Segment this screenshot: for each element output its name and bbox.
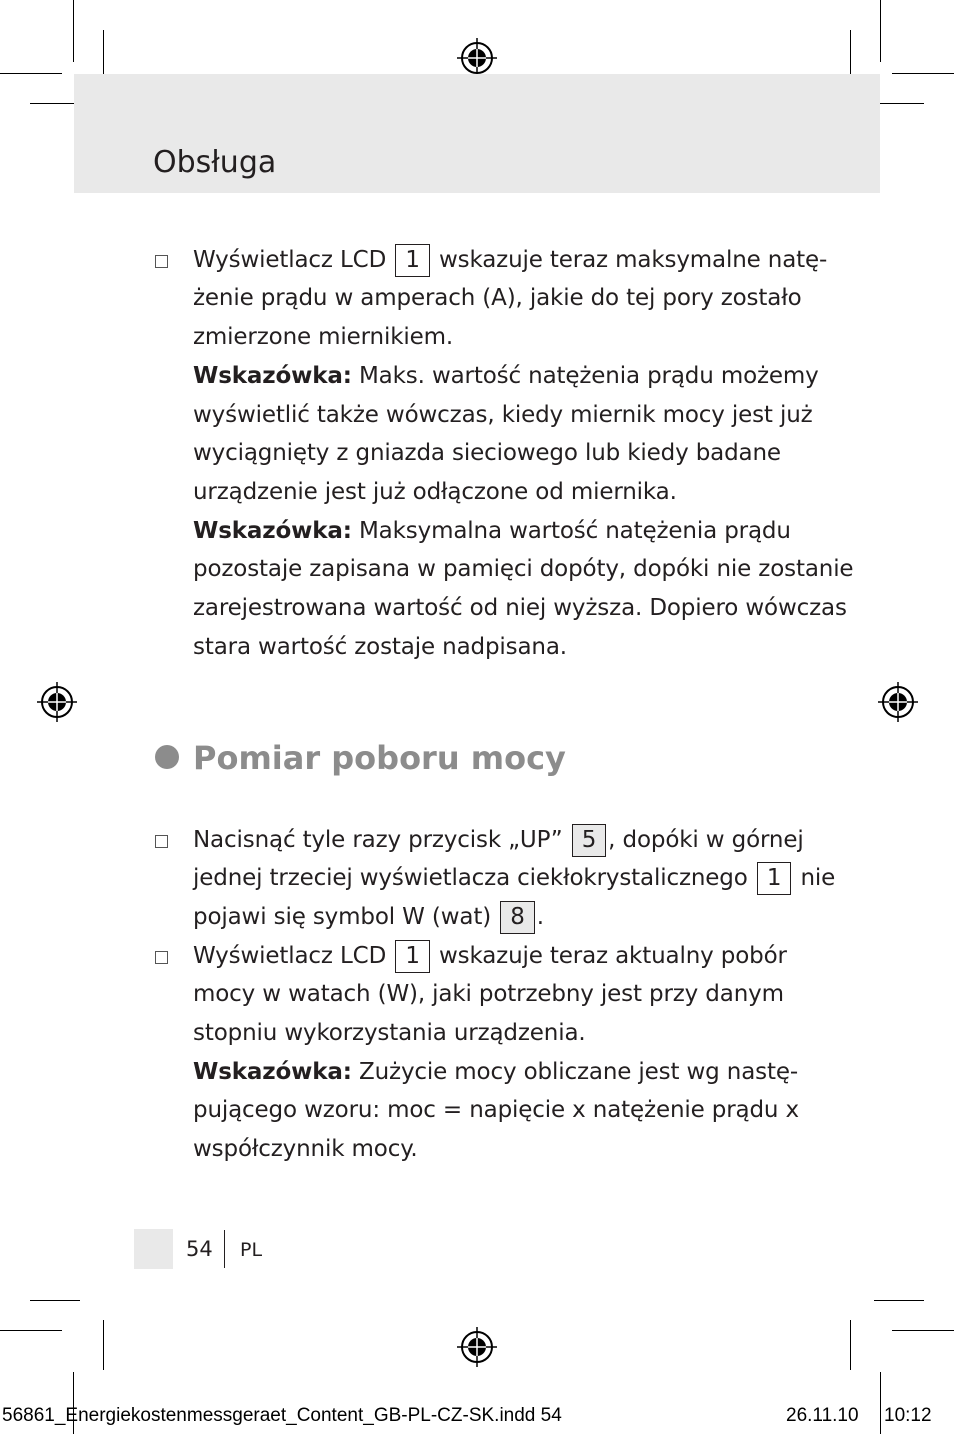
- registration-mark-icon: [457, 38, 497, 78]
- note-label: Wskazówka:: [193, 1059, 352, 1085]
- text-line: Nacisnąć tyle razy przycisk „UP” 5 , dopóki w górnej: [193, 821, 804, 860]
- text-line: jednej trzeciej wyświetlacza ciekłokrystalicznego 1 nie: [193, 859, 835, 898]
- ref-number: 8: [500, 901, 534, 934]
- note-line: Wskazówka: Maksymalna wartość natężenia prądu: [193, 518, 791, 544]
- crop-mark: [880, 0, 881, 62]
- page-title: Obsługa: [153, 145, 277, 180]
- text-line: Wyświetlacz LCD 1 wskazuje teraz maksymalne natę-: [193, 241, 827, 280]
- registration-mark-icon: [878, 682, 918, 722]
- text-line: pozostaje zapisana w pamięci dopóty, dopóki nie zostanie: [193, 556, 854, 582]
- text-line: pojawi się symbol W (wat) 8 .: [193, 898, 544, 937]
- crop-mark: [850, 30, 851, 80]
- note-label: Wskazówka:: [193, 363, 352, 389]
- registration-mark-icon: [457, 1327, 497, 1367]
- note-line: Wskazówka: Maks. wartość natężenia prądu możemy: [193, 363, 819, 389]
- section-title: Pomiar poboru mocy: [193, 739, 566, 777]
- crop-mark: [0, 1330, 62, 1331]
- text-line: zmierzone miernikiem.: [193, 324, 454, 350]
- note-line: Wskazówka: Zużycie mocy obliczane jest wg nastę-: [193, 1059, 798, 1085]
- ref-number: 5: [572, 824, 606, 857]
- crop-mark: [880, 1372, 881, 1434]
- registration-mark-icon: [37, 682, 77, 722]
- text-line: współczynnik mocy.: [193, 1136, 418, 1162]
- crop-mark: [892, 1330, 954, 1331]
- text-line: żenie prądu w amperach (A), jakie do tej pory zostało: [193, 285, 802, 311]
- ref-number: 1: [757, 862, 791, 895]
- crop-mark: [0, 73, 62, 74]
- text-line: wyświetlić także wówczas, kiedy miernik mocy jest już: [193, 402, 813, 428]
- checkbox-bullet-icon: [155, 951, 168, 964]
- text-line: stara wartość zostaje nadpisana.: [193, 634, 567, 660]
- text-line: stopniu wykorzystania urządzenia.: [193, 1020, 586, 1046]
- checkbox-bullet-icon: [155, 835, 168, 848]
- crop-mark: [30, 1300, 80, 1301]
- footer-tab: [134, 1229, 173, 1269]
- ref-number: 1: [395, 940, 429, 973]
- text-line: mocy w watach (W), jaki potrzebny jest przy danym: [193, 981, 784, 1007]
- text-line: zarejestrowana wartość od niej wyższa. Dopiero wówczas: [193, 595, 847, 621]
- crop-mark: [892, 73, 954, 74]
- text-line: urządzenie jest już odłączone od miernika.: [193, 479, 677, 505]
- crop-mark: [850, 1320, 851, 1370]
- slug-date: 26.11.10: [786, 1405, 859, 1426]
- section-bullet-icon: [155, 745, 179, 769]
- text-line: wyciągnięty z gniazda sieciowego lub kiedy badane: [193, 440, 781, 466]
- language-code: PL: [240, 1239, 263, 1261]
- checkbox-bullet-icon: [155, 255, 168, 268]
- text-line: pującego wzoru: moc = napięcie x natężenie prądu x: [193, 1097, 799, 1123]
- crop-mark: [874, 1300, 924, 1301]
- page-number: 54: [186, 1237, 213, 1261]
- crop-mark: [30, 103, 80, 104]
- crop-mark: [73, 0, 74, 62]
- crop-mark: [103, 1320, 104, 1370]
- crop-mark: [103, 30, 104, 80]
- slug-time: 10:12: [884, 1405, 932, 1426]
- ref-number: 1: [395, 244, 429, 277]
- text-line: Wyświetlacz LCD 1 wskazuje teraz aktualny pobór: [193, 937, 787, 976]
- footer-divider: [224, 1230, 225, 1268]
- slug-filename: 56861_Energiekostenmessgeraet_Content_GB-PL-CZ-SK.indd 54: [2, 1405, 562, 1426]
- note-label: Wskazówka:: [193, 518, 352, 544]
- crop-mark: [874, 103, 924, 104]
